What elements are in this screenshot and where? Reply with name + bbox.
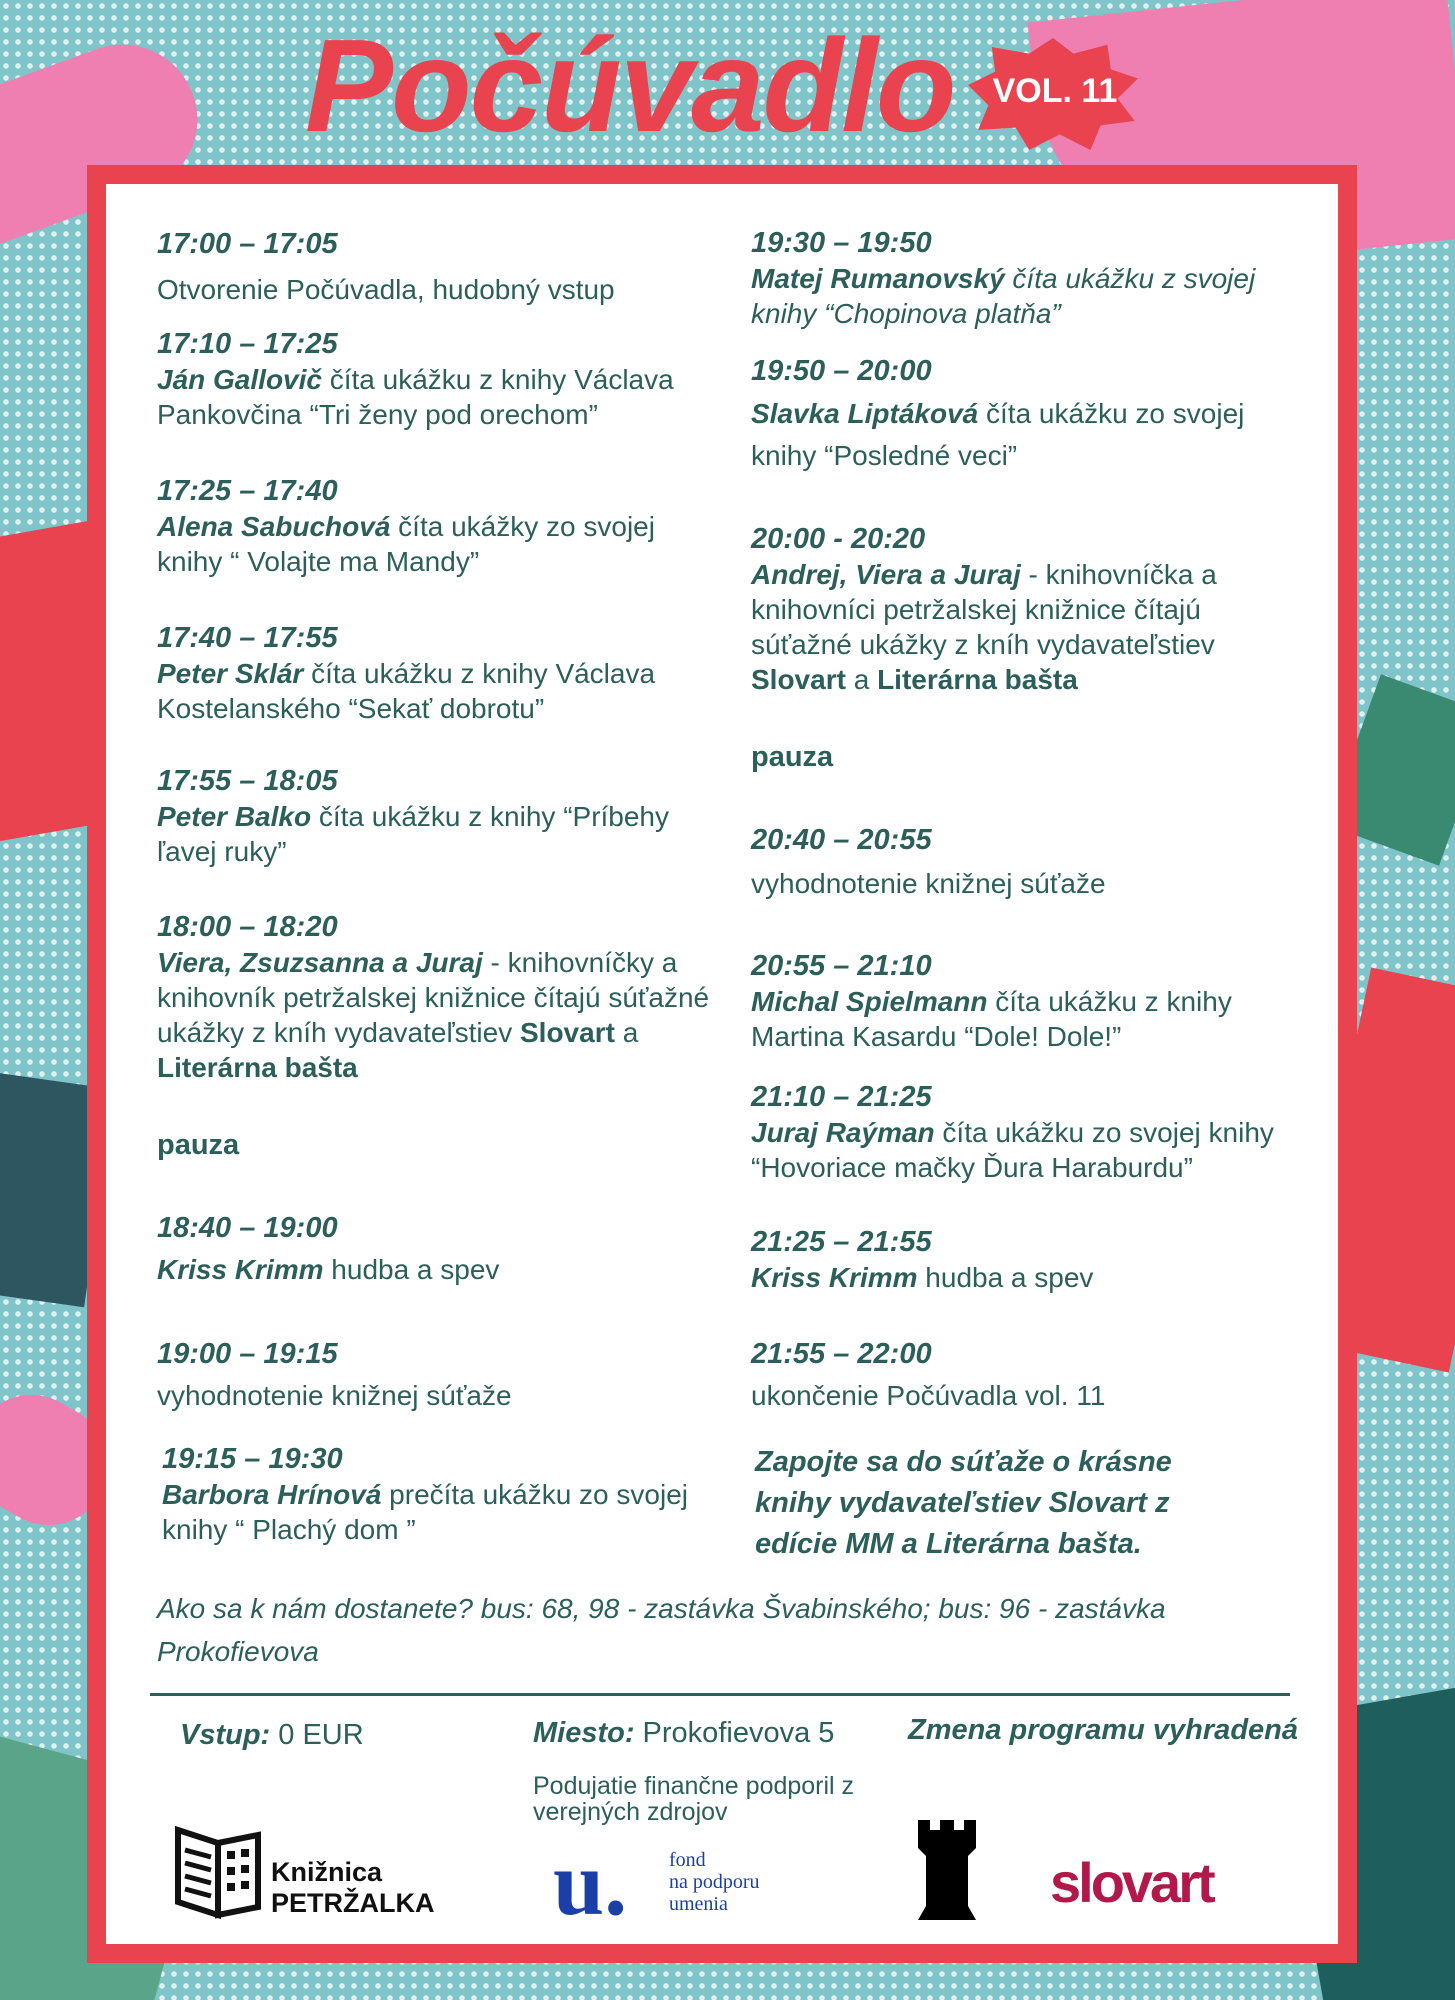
pause-label: pauza [751, 741, 834, 773]
entry-time: 19:30 – 19:50 [751, 227, 932, 259]
entry-time: 21:55 – 22:00 [751, 1338, 932, 1370]
fond-na-podporu-umenia-logo [553, 1832, 803, 1934]
entry-time: 19:15 – 19:30 [162, 1443, 343, 1475]
schedule-entry [751, 226, 1271, 331]
fond-logo-line3: umenia [669, 1893, 728, 1915]
entry-text: vyhodnotenie knižnej súťaže [751, 868, 1106, 899]
entry-performer: Kriss Krimm [751, 1262, 918, 1293]
schedule-entry [162, 1442, 722, 1547]
schedule-entry [751, 1080, 1291, 1185]
entry-fee [180, 1719, 364, 1752]
fond-logo-mark: u. [553, 1832, 628, 1934]
schedule-entry [157, 1211, 717, 1287]
schedule-entry [157, 910, 727, 1085]
publisher-name: Literárna bašta [157, 1052, 358, 1083]
schedule-entry [157, 327, 717, 432]
directions-text: Ako sa k nám dostanete? bus: 68, 98 - zastávka Švabinského; bus: 96 - zastávka Prokofievova [157, 1593, 1166, 1667]
footer-divider [150, 1693, 1290, 1696]
schedule-entry [157, 764, 717, 869]
fond-logo-line2: na podporu [669, 1871, 760, 1893]
entry-performer: Kriss Krimm [157, 1254, 324, 1285]
entry-performer: Juraj Raýman [751, 1117, 935, 1148]
entry-time: 17:40 – 17:55 [157, 622, 338, 654]
entry-text: číta ukážky zo svojej knihy “ Volajte ma Mandy” [157, 511, 655, 577]
entry-text: vyhodnotenie knižnej súťaže [157, 1380, 512, 1411]
entry-text: číta ukážku z knihy Václava Pankovčina “Tri ženy pod orechom” [157, 364, 674, 430]
poster-title: Počúvadlo [305, 12, 955, 159]
library-building-icon [173, 1825, 263, 1920]
entry-time: 20:55 – 21:10 [751, 950, 932, 982]
publisher-name: Literárna bašta [877, 664, 1078, 695]
entry-performer: Andrej, Viera a Juraj [751, 559, 1021, 590]
entry-performer: Matej Rumanovský [751, 263, 1005, 294]
entry-performer: Michal Spielmann [751, 986, 988, 1017]
contest-invitation: Zapojte sa do súťaže o krásne knihy vydavateľstiev Slovart z edície MM a Literárna bašta. [755, 1446, 1172, 1560]
program-change-notice: Zmena programu vyhradená [908, 1714, 1298, 1746]
entry-time: 19:50 – 20:00 [751, 355, 932, 387]
entry-performer: Slavka Liptáková [751, 398, 979, 429]
entry-time: 18:40 – 19:00 [157, 1212, 338, 1244]
venue-value: Prokofievova 5 [634, 1717, 835, 1749]
entry-text: číta ukážku z svojej knihy “Chopinova platňa” [751, 263, 1256, 329]
entry-performer: Peter Balko [157, 801, 312, 832]
publisher-name: Slovart [751, 664, 846, 695]
entry-time: 20:00 - 20:20 [751, 523, 926, 555]
schedule-entry [751, 1225, 1271, 1295]
entry-text: - knihovníčka a knihovníci petržalskej knižnice čítajú súťažné ukážky z kníh vydavateľstiev [751, 559, 1217, 660]
entry-time: 17:55 – 18:05 [157, 765, 338, 797]
entry-performer: Viera, Zsuzsanna a Juraj [157, 947, 483, 978]
entry-text: číta ukážku zo svojej knihy “Hovoriace mačky Ďura Haraburdu” [751, 1117, 1274, 1183]
schedule-entry [751, 522, 1271, 697]
entry-time: 18:00 – 18:20 [157, 911, 338, 943]
entry-text-connector: a [845, 664, 878, 695]
schedule-entry [157, 621, 717, 726]
schedule-entry [751, 823, 1271, 901]
entry-text: Otvorenie Počúvadla, hudobný vstup [157, 274, 615, 305]
schedule-entry [751, 1337, 1271, 1413]
venue [533, 1717, 834, 1750]
schedule-entry [157, 227, 717, 307]
entry-text: číta ukážku z knihy Václava Kostelanského “Sekať dobrotu” [157, 658, 656, 724]
kniznica-logo-line1: Knižnica [271, 1857, 383, 1887]
entry-performer: Ján Gallovič [157, 364, 322, 395]
pause-label: pauza [157, 1129, 240, 1161]
entry-time: 21:25 – 21:55 [751, 1226, 932, 1258]
entry-time: 20:40 – 20:55 [751, 824, 932, 856]
entry-time: 21:10 – 21:25 [751, 1081, 932, 1113]
publisher-name: Slovart [520, 1017, 615, 1048]
funding-note: Podujatie finančne podporil z verejných zdrojov [533, 1772, 855, 1826]
schedule-entry [157, 1337, 717, 1413]
schedule-entry [751, 949, 1271, 1054]
schedule-entry [157, 474, 717, 579]
entry-performer: Peter Sklár [157, 658, 304, 689]
entry-time: 17:25 – 17:40 [157, 475, 338, 507]
kniznica-petrzalka-logo [173, 1825, 453, 1920]
entry-time: 17:10 – 17:25 [157, 328, 338, 360]
entry-text: hudba a spev [917, 1262, 1094, 1293]
entry-text: číta ukážku z knihy Martina Kasardu “Dole! Dole!” [751, 986, 1232, 1052]
entry-text: ukončenie Počúvadla vol. 11 [751, 1380, 1106, 1411]
entry-performer: Alena Sabuchová [157, 511, 391, 542]
entry-text: číta ukážku z knihy “Príbehy ľavej ruky” [157, 801, 670, 867]
entry-time: 19:00 – 19:15 [157, 1338, 338, 1370]
entry-fee-value: 0 EUR [270, 1719, 364, 1751]
volume-badge-label: VOL. 11 [992, 72, 1118, 110]
entry-fee-label: Vstup: [180, 1719, 271, 1751]
kniznica-logo-line2: PETRŽALKA [271, 1888, 435, 1918]
entry-text: prečíta ukážku zo svojej knihy “ Plachý dom ” [162, 1479, 688, 1545]
venue-label: Miesto: [533, 1717, 635, 1749]
entry-text-connector: a [614, 1017, 639, 1048]
schedule-entry [751, 354, 1271, 477]
slovart-logo: slovart [1050, 1851, 1213, 1914]
entry-performer: Barbora Hrínová [162, 1479, 382, 1510]
tower-logo-icon [916, 1820, 978, 1920]
entry-text: číta ukážku zo svojej knihy “Posledné veci” [751, 398, 1245, 471]
entry-text: - knihovníčky a knihovník petržalskej knižnice čítajú súťažné ukážky z kníh vydavateľstiev [157, 947, 710, 1048]
fond-logo-line1: fond [669, 1849, 706, 1871]
entry-text: hudba a spev [323, 1254, 500, 1285]
entry-time: 17:00 – 17:05 [157, 228, 338, 260]
